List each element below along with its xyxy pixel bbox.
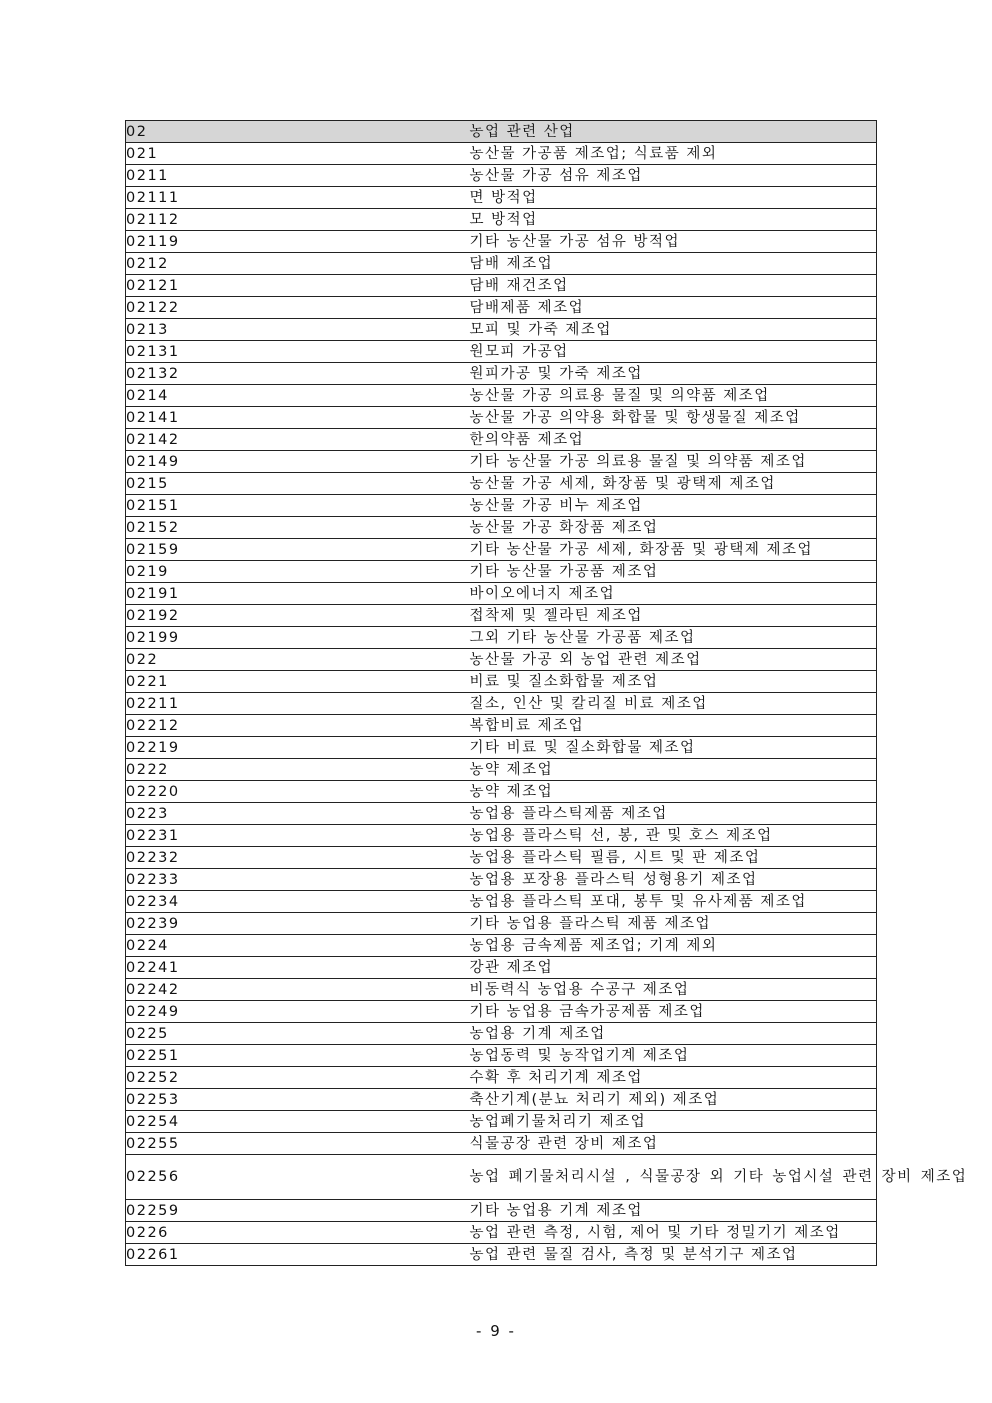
industry-code: 0223 [126, 803, 470, 825]
industry-name: 비동력식 농업용 수공구 제조업 [470, 979, 877, 1001]
industry-code: 0213 [126, 319, 470, 341]
industry-name: 농업 관련 물질 검사, 측정 및 분석기구 제조업 [470, 1244, 877, 1266]
industry-name: 기타 비료 및 질소화합물 제조업 [470, 737, 877, 759]
table-row [126, 517, 877, 539]
table-row [126, 143, 877, 165]
table-row [126, 319, 877, 341]
table-row [126, 935, 877, 957]
industry-name: 기타 농산물 가공 세제, 화장품 및 광택제 제조업 [470, 539, 877, 561]
table-row [126, 627, 877, 649]
industry-code: 02121 [126, 275, 470, 297]
industry-code: 02234 [126, 891, 470, 913]
table-row [126, 891, 877, 913]
industry-name: 원피가공 및 가죽 제조업 [470, 363, 877, 385]
table-row [126, 583, 877, 605]
industry-name: 원모피 가공업 [470, 341, 877, 363]
industry-name: 담배 재건조업 [470, 275, 877, 297]
table-row [126, 869, 877, 891]
industry-name: 기타 농업용 플라스틱 제품 제조업 [470, 913, 877, 935]
industry-code: 02199 [126, 627, 470, 649]
industry-code: 022 [126, 649, 470, 671]
table-row [126, 979, 877, 1001]
table-row [126, 1023, 877, 1045]
industry-code: 0211 [126, 165, 470, 187]
industry-code: 02232 [126, 847, 470, 869]
industry-name: 질소, 인산 및 칼리질 비료 제조업 [470, 693, 877, 715]
industry-code: 02249 [126, 1001, 470, 1023]
industry-code: 02112 [126, 209, 470, 231]
industry-name: 담배 제조업 [470, 253, 877, 275]
industry-code: 0221 [126, 671, 470, 693]
industry-name: 접착제 및 젤라틴 제조업 [470, 605, 877, 627]
table-row [126, 539, 877, 561]
table-row [126, 1045, 877, 1067]
industry-name: 수확 후 처리기계 제조업 [470, 1067, 877, 1089]
industry-name: 농업동력 및 농작업기계 제조업 [470, 1045, 877, 1067]
table-row [126, 1133, 877, 1155]
industry-name: 기타 농업용 기계 제조업 [470, 1200, 877, 1222]
industry-name: 농산물 가공 화장품 제조업 [470, 517, 877, 539]
industry-code: 0212 [126, 253, 470, 275]
industry-name: 농업 관련 측정, 시험, 제어 및 기타 정밀기기 제조업 [470, 1222, 877, 1244]
industry-name: 농업폐기물처리기 제조업 [470, 1111, 877, 1133]
industry-name: 기타 농산물 가공품 제조업 [470, 561, 877, 583]
table-row [126, 737, 877, 759]
industry-code: 0224 [126, 935, 470, 957]
table-row [126, 297, 877, 319]
table-row [126, 429, 877, 451]
industry-code: 02119 [126, 231, 470, 253]
industry-code: 02141 [126, 407, 470, 429]
industry-code: 02219 [126, 737, 470, 759]
industry-name: 농산물 가공 의약용 화합물 및 항생물질 제조업 [470, 407, 877, 429]
industry-code: 02152 [126, 517, 470, 539]
industry-code: 02191 [126, 583, 470, 605]
industry-name: 모 방적업 [470, 209, 877, 231]
industry-name: 농업용 기계 제조업 [470, 1023, 877, 1045]
table-row [126, 957, 877, 979]
table-row [126, 231, 877, 253]
industry-code: 02259 [126, 1200, 470, 1222]
table-row [126, 275, 877, 297]
table-row [126, 825, 877, 847]
table-row [126, 1067, 877, 1089]
table-row [126, 759, 877, 781]
table-row [126, 1222, 877, 1244]
industry-code: 02111 [126, 187, 470, 209]
industry-name: 축산기계(분뇨 처리기 제외) 제조업 [470, 1089, 877, 1111]
table-row [126, 803, 877, 825]
table-row [126, 561, 877, 583]
industry-code: 02220 [126, 781, 470, 803]
industry-name: 농업용 금속제품 제조업; 기계 제외 [470, 935, 877, 957]
industry-name: 기타 농산물 가공 의료용 물질 및 의약품 제조업 [470, 451, 877, 473]
industry-name: 농업 폐기물처리시설 , 식물공장 외 기타 농업시설 관련 장비 제조업 [470, 1155, 877, 1200]
table-row [126, 649, 877, 671]
table-row [126, 781, 877, 803]
industry-code: 0219 [126, 561, 470, 583]
industry-code: 02192 [126, 605, 470, 627]
table-row [126, 1111, 877, 1133]
industry-name: 담배제품 제조업 [470, 297, 877, 319]
industry-code: 02239 [126, 913, 470, 935]
table-row [126, 341, 877, 363]
industry-name: 농업용 플라스틱 선, 봉, 관 및 호스 제조업 [470, 825, 877, 847]
industry-name: 농업용 플라스틱제품 제조업 [470, 803, 877, 825]
industry-code: 02151 [126, 495, 470, 517]
industry-name: 기타 농업용 금속가공제품 제조업 [470, 1001, 877, 1023]
industry-name: 농산물 가공 의료용 물질 및 의약품 제조업 [470, 385, 877, 407]
industry-code: 02132 [126, 363, 470, 385]
industry-name: 농산물 가공품 제조업; 식료품 제외 [470, 143, 877, 165]
table-row [126, 1001, 877, 1023]
industry-name: 식물공장 관련 장비 제조업 [470, 1133, 877, 1155]
industry-code: 02211 [126, 693, 470, 715]
industry-code: 02 [126, 121, 470, 143]
industry-code: 02142 [126, 429, 470, 451]
industry-name: 강관 제조업 [470, 957, 877, 979]
table-row [126, 715, 877, 737]
table-row [126, 121, 877, 143]
industry-code: 02122 [126, 297, 470, 319]
industry-code: 02256 [126, 1155, 470, 1200]
industry-code: 0222 [126, 759, 470, 781]
table-row [126, 363, 877, 385]
table-row [126, 187, 877, 209]
industry-code-table-body [126, 121, 968, 1266]
industry-name: 기타 농산물 가공 섬유 방적업 [470, 231, 877, 253]
table-row [126, 1155, 877, 1200]
industry-code: 02159 [126, 539, 470, 561]
industry-code: 0226 [126, 1222, 470, 1244]
table-row [126, 1089, 877, 1111]
industry-code: 02241 [126, 957, 470, 979]
industry-name: 농약 제조업 [470, 759, 877, 781]
industry-name: 복합비료 제조업 [470, 715, 877, 737]
table-row [126, 495, 877, 517]
table-row [126, 209, 877, 231]
industry-code: 02149 [126, 451, 470, 473]
industry-code: 02242 [126, 979, 470, 1001]
table-row [126, 605, 877, 627]
industry-code: 02253 [126, 1089, 470, 1111]
table-row [126, 407, 877, 429]
industry-name: 농업용 플라스틱 필름, 시트 및 판 제조업 [470, 847, 877, 869]
industry-code: 02255 [126, 1133, 470, 1155]
table-row [126, 693, 877, 715]
industry-name: 그외 기타 농산물 가공품 제조업 [470, 627, 877, 649]
industry-code: 02252 [126, 1067, 470, 1089]
table-row [126, 1200, 877, 1222]
table-row [126, 385, 877, 407]
industry-name: 비료 및 질소화합물 제조업 [470, 671, 877, 693]
table-row [126, 913, 877, 935]
industry-name: 농산물 가공 섬유 제조업 [470, 165, 877, 187]
industry-name: 농업용 플라스틱 포대, 봉투 및 유사제품 제조업 [470, 891, 877, 913]
table-row [126, 451, 877, 473]
industry-code: 02212 [126, 715, 470, 737]
industry-code: 021 [126, 143, 470, 165]
industry-name: 농산물 가공 외 농업 관련 제조업 [470, 649, 877, 671]
industry-code: 02231 [126, 825, 470, 847]
industry-code: 0215 [126, 473, 470, 495]
industry-name: 농업용 포장용 플라스틱 성형용기 제조업 [470, 869, 877, 891]
industry-name: 농약 제조업 [470, 781, 877, 803]
industry-name: 바이오에너지 제조업 [470, 583, 877, 605]
industry-code: 02233 [126, 869, 470, 891]
industry-code: 0214 [126, 385, 470, 407]
industry-name: 농산물 가공 세제, 화장품 및 광택제 제조업 [470, 473, 877, 495]
industry-code: 02131 [126, 341, 470, 363]
industry-name: 한의약품 제조업 [470, 429, 877, 451]
table-row [126, 847, 877, 869]
industry-name: 농산물 가공 비누 제조업 [470, 495, 877, 517]
industry-code: 02254 [126, 1111, 470, 1133]
industry-code: 02251 [126, 1045, 470, 1067]
table-row [126, 671, 877, 693]
industry-name: 모피 및 가죽 제조업 [470, 319, 877, 341]
industry-code: 0225 [126, 1023, 470, 1045]
industry-code-table [125, 120, 968, 1266]
page-number: - 9 - [476, 1322, 516, 1340]
table-row [126, 165, 877, 187]
table-row [126, 253, 877, 275]
industry-name: 면 방적업 [470, 187, 877, 209]
table-row [126, 473, 877, 495]
industry-code: 02261 [126, 1244, 470, 1266]
table-row [126, 1244, 877, 1266]
industry-name: 농업 관련 산업 [470, 121, 877, 143]
